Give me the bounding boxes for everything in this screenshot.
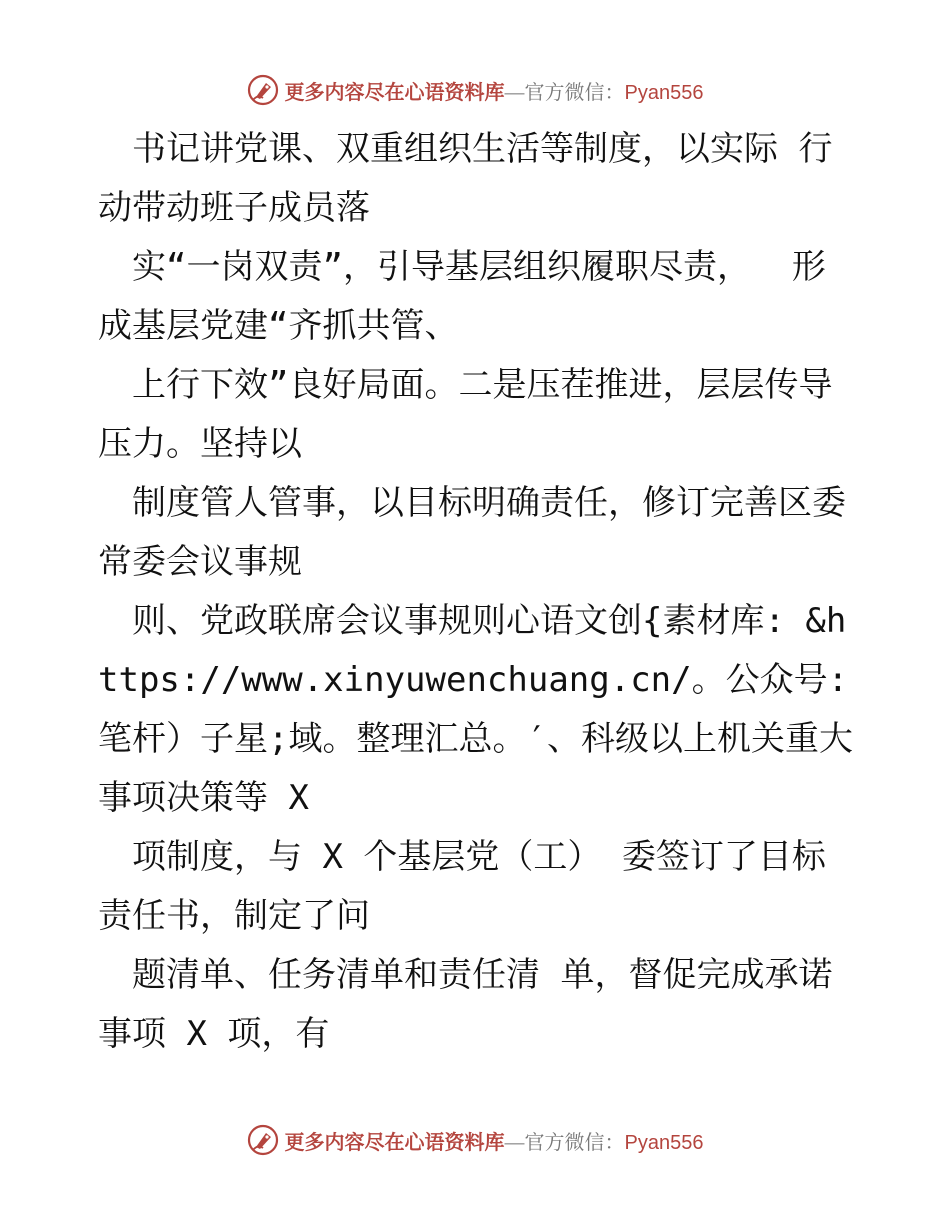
footer-wechat-account: Pyan556 bbox=[624, 1131, 704, 1154]
header-separator: — bbox=[504, 81, 525, 104]
header-banner-text bbox=[285, 76, 704, 105]
paragraph-6: 项制度，与 X 个基层党（工） 委签订了目标责任书，制定了问 bbox=[98, 837, 826, 936]
paragraph-4: 制度管人管事，以目标明确责任，修订完善区委常委会议事规 bbox=[98, 483, 846, 582]
document-body bbox=[98, 120, 869, 1064]
paragraph-7: 题清单、任务清单和责任清 单，督促完成承诺事项 X 项，有 bbox=[98, 955, 833, 1054]
footer-banner-text bbox=[285, 1126, 704, 1155]
header-wechat-label: 官方微信： bbox=[524, 81, 625, 104]
pen-nib-logo-icon bbox=[247, 1124, 279, 1156]
footer-wechat-label: 官方微信： bbox=[524, 1131, 625, 1154]
pen-nib-logo-icon bbox=[247, 74, 279, 106]
paragraph-5: 则、党政联席会议事规则心语文创{素材库: &https://www.xinyuwenchuang.cn/。公众号: 笔杆）子星;域。整理汇总。′、科级以上机关重大事项决策等 X bbox=[98, 601, 869, 818]
footer-site-name: 更多内容尽在心语资料库 bbox=[284, 1131, 505, 1154]
header-site-name: 更多内容尽在心语资料库 bbox=[284, 81, 505, 104]
paragraph-1: 书记讲党课、双重组织生活等制度，以实际 行动带动班子成员落 bbox=[98, 129, 833, 228]
header-wechat-account: Pyan556 bbox=[624, 81, 704, 104]
paragraph-3: 上行下效”良好局面。二是压茬推进，层层传导压力。坚持以 bbox=[98, 365, 833, 464]
paragraph-2: 实“一岗双责”，引导基层组织履职尽责， 形成基层党建“齐抓共管、 bbox=[98, 247, 826, 346]
header-banner bbox=[0, 70, 950, 110]
footer-separator: — bbox=[504, 1131, 525, 1154]
footer-banner bbox=[0, 1120, 950, 1160]
